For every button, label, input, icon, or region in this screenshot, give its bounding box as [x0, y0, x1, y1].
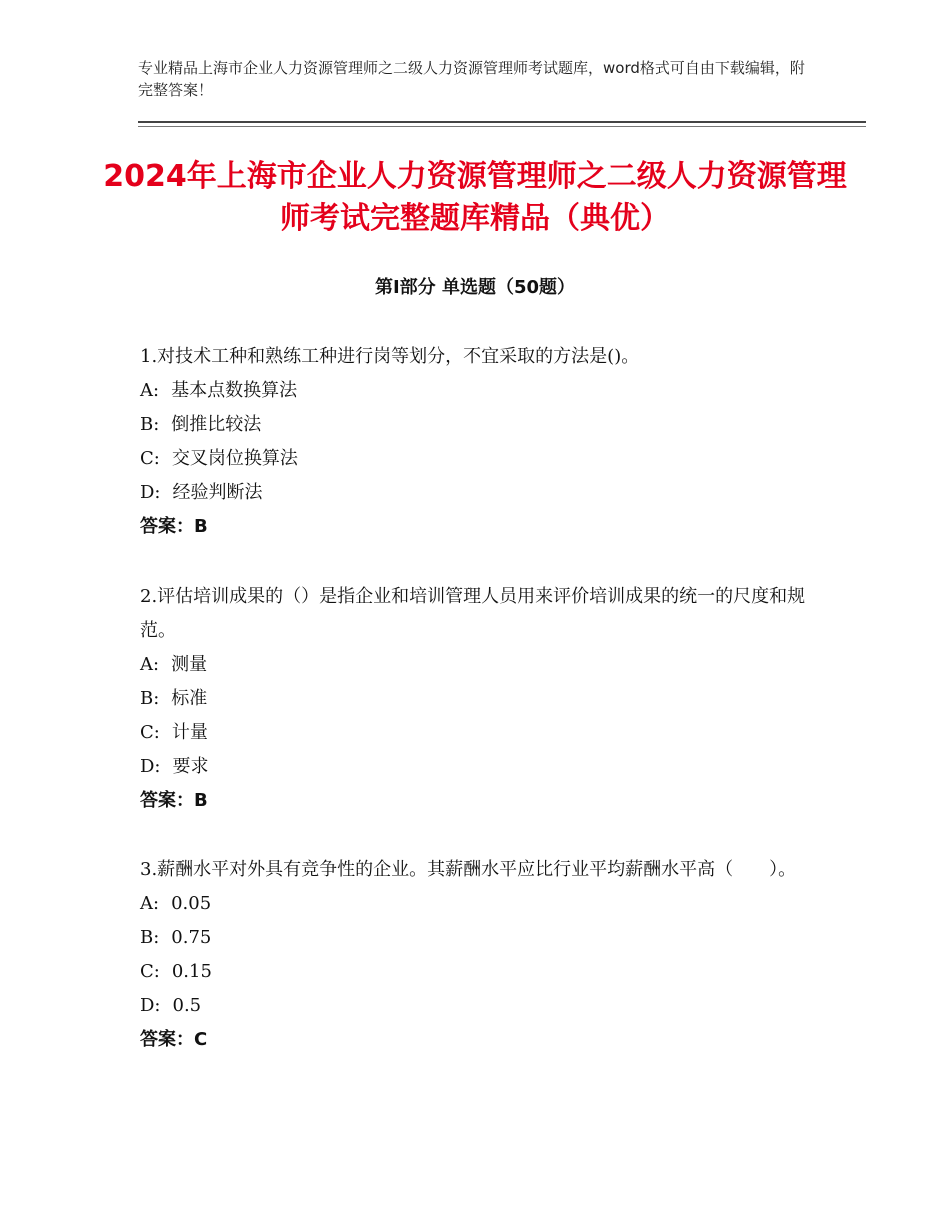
- question-stem: 2.评估培训成果的（）是指企业和培训管理人员用来评价培训成果的统一的尺度和规范。: [140, 586, 806, 641]
- option-c: [140, 955, 820, 989]
- option-letter: D:: [140, 995, 161, 1016]
- option-text: 0.15: [171, 961, 212, 982]
- option-b: [140, 921, 820, 955]
- option-letter: C:: [140, 722, 160, 743]
- header-divider-thick: [138, 121, 866, 123]
- option-text: 基本点数换算法: [171, 380, 298, 401]
- option-text: 倒推比较法: [171, 414, 262, 435]
- option-letter: C:: [140, 448, 160, 469]
- option-text: 0.75: [171, 927, 212, 948]
- option-b: [140, 682, 820, 716]
- option-text: 计量: [171, 722, 208, 743]
- option-text: 测量: [171, 654, 208, 675]
- option-d: [140, 750, 820, 784]
- answer-label: 答案：C: [140, 1029, 208, 1050]
- section-heading: 第Ⅰ部分 单选题（50题）: [374, 277, 575, 298]
- option-d: [140, 989, 820, 1023]
- question-2: [140, 580, 820, 818]
- option-letter: A:: [140, 654, 160, 675]
- option-text: 要求: [172, 756, 209, 777]
- option-b: [140, 408, 820, 442]
- question-3: [140, 853, 820, 1057]
- answer-label: 答案：B: [140, 790, 208, 811]
- option-d: [140, 476, 820, 510]
- document-title: 2024年上海市企业人力资源管理师之二级人力资源管理师考试完整题库精品（典优）: [103, 159, 847, 236]
- option-text: 标准: [171, 688, 208, 709]
- option-letter: A:: [140, 893, 160, 914]
- option-letter: C:: [140, 961, 160, 982]
- question-stem: 1.对技术工种和熟练工种进行岗等划分，不宜采取的方法是()。: [140, 346, 640, 367]
- header-divider-thin: [138, 126, 866, 127]
- option-text: 0.05: [171, 893, 212, 914]
- answer-label: 答案：B: [140, 516, 208, 537]
- option-letter: B:: [140, 688, 160, 709]
- option-c: [140, 442, 820, 476]
- option-text: 经验判断法: [172, 482, 263, 503]
- option-letter: D:: [140, 482, 161, 503]
- option-a: [140, 887, 820, 921]
- option-a: [140, 374, 820, 408]
- header-note: 专业精品上海市企业人力资源管理师之二级人力资源管理师考试题库，word格式可自由下载编辑，附完整答案！: [138, 59, 805, 99]
- option-letter: B:: [140, 927, 160, 948]
- option-letter: A:: [140, 380, 160, 401]
- option-a: [140, 648, 820, 682]
- option-text: 交叉岗位换算法: [171, 448, 298, 469]
- question-1: [140, 340, 820, 544]
- option-letter: D:: [140, 756, 161, 777]
- option-c: [140, 716, 820, 750]
- option-text: 0.5: [172, 995, 202, 1016]
- question-stem: 3.薪酬水平对外具有竞争性的企业。其薪酬水平应比行业平均薪酬水平高（ ）。: [140, 859, 797, 880]
- option-letter: B:: [140, 414, 160, 435]
